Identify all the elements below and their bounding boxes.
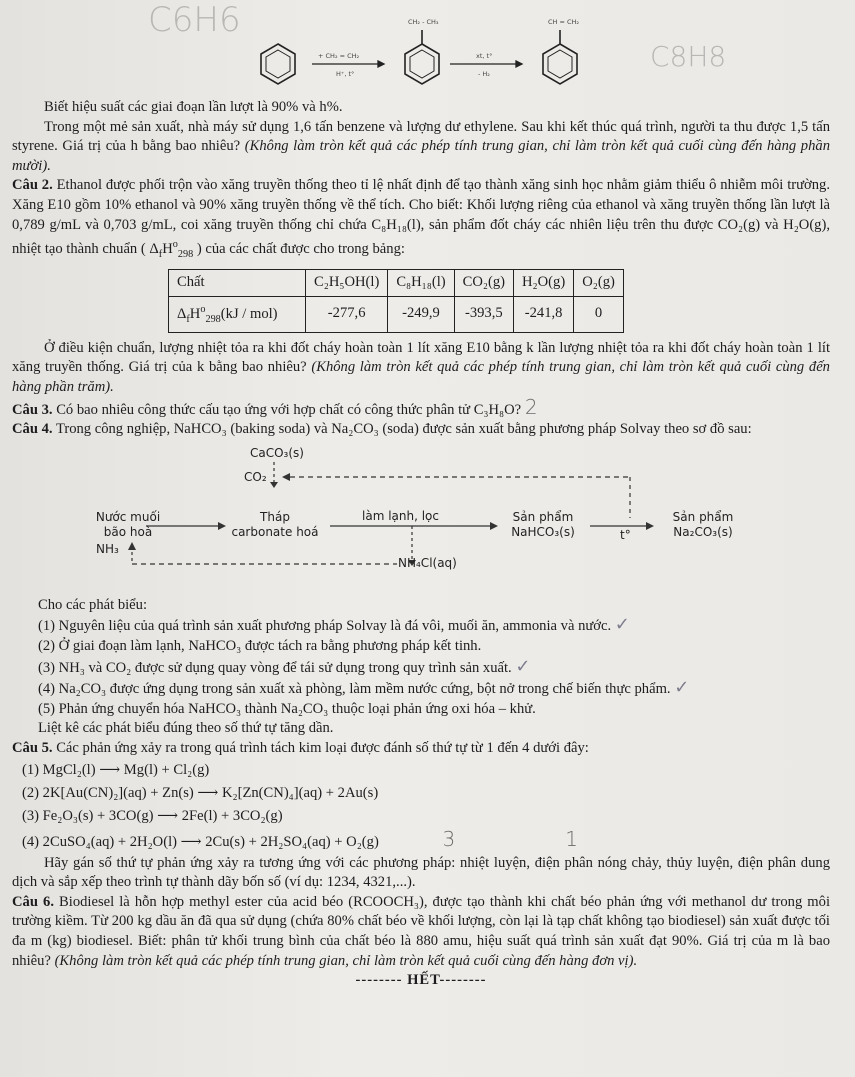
reaction-4-text: (4) 2CuSO₄(aq) + 2H₂O(l) ⟶ 2Cu(s) + 2H₂SO₄(aq) + O₂(g) [22, 833, 379, 850]
question-2-ask-text: Ở điều kiện chuẩn, lượng nhiệt tỏa ra khi đốt cháy hoàn toàn 1 lít xăng E10 bằng k lần lượng nhiệt tỏa ra khi đốt cháy hoàn toàn 1 lít xăng truyền thống. Giá trị của k bằng bao nhiêu? [12, 339, 830, 376]
table-value-cell: -249,9 [388, 296, 454, 332]
question-2-label: Câu 2. [12, 177, 53, 194]
statement-3-text: (3) NH₃ và CO₂ được sử dụng quay vòng để tái sử dụng trong quy trình sản xuất. [38, 659, 512, 676]
check-mark-icon: ✓ [674, 677, 690, 699]
reaction-2: (2) 2K[Au(CN)₂](aq) + Zn(s) ⟶ K₂[Zn(CN)₄](aq) + 2Au(s) [22, 784, 379, 801]
table-header-cell: C₂H₅OH(l) [306, 269, 388, 296]
arrow-step-2 [450, 61, 522, 67]
table-value-cell: -277,6 [306, 296, 388, 332]
row-label-unit: (kJ / mol) [220, 305, 278, 322]
arrow-step-1 [312, 61, 384, 67]
flow-tower-line2: carbonate hoá [231, 524, 319, 539]
question-6-text: Biodiesel là hỗn hợp methyl ester của acid béo (RCOOCH₃), được tạo thành khi chất béo phản ứng với methanol dư trong môi trường kiềm. Từ 200 kg dầu ăn đã qua sử dụng (chứa 80% chất béo về khối lượng, còn lại là tạp chất không tạo biodiesel) sản xuất được tối đa m (kg) biodiesel. Biết: phân tử khối trung bình của chất béo là 880 amu, hiệu suất quá trình sản xuất đạt 90%. Giá trị của m là bao nhiêu? [12, 893, 831, 969]
question-5-text: Các phản ứng xảy ra trong quá trình tách kim loại được đánh số thứ tự từ 1 đến 4 dưới đây: [56, 740, 589, 756]
reaction-3: (3) Fe₂O₃(s) + 3CO(g) ⟶ 2Fe(l) + 3CO₂(g) [22, 807, 283, 824]
statements-intro: Cho các phát biểu: [38, 596, 148, 613]
question-5-ask: Hãy gán số thứ tự phản ứng xảy ra tương ứng với các phương pháp: nhiệt luyện, điện phân nóng chảy, thủy luyện, điện phân dung dịch và sắp xếp theo trình tự thành dãy bốn số (ví dụ: 1234, 4321,...). [12, 854, 830, 891]
styrene-problem [12, 118, 830, 177]
statements-ask: Liệt kê các phát biểu đúng theo số thứ tự tăng dần. [38, 720, 334, 737]
question-2-text-end: ) của các chất được cho trong bảng: [196, 241, 405, 258]
step1-reagent: + CH₂ = CH₂ [318, 52, 360, 60]
vinyl-group: CH = CH₂ [548, 18, 580, 26]
question-2-text: Ethanol được phối trộn vào xăng truyền thống theo tỉ lệ nhất định để tạo thành xăng sinh học nhằm giảm thiểu ô nhiễm môi trường. Xăng E10 gồm 10% ethanol và 90% xăng truyền thống về thể tích. Cho biết: Khối lượng riêng của ethanol và xăng truyền thống lần lượt là 0,789 g/mL và 0,703 g/mL, coi xăng truyền thống chỉ chứa C₈H₁₈(l), sản phẩm đốt cháy các nhiên liệu trên thu được CO₂(g) và H₂O(g), nhiệt tạo thành chuẩn ( [12, 177, 830, 258]
benzene-structure [261, 44, 295, 84]
flow-product2-line2: Na₂CO₃(s) [673, 524, 733, 539]
step1-condition: H⁺, t° [336, 70, 355, 78]
flow-cooling-label: làm lạnh, lọc [362, 508, 439, 523]
check-mark-icon: ✓ [614, 614, 630, 636]
ethylbenzene-structure [405, 30, 439, 84]
flow-co2: CO₂ [244, 469, 267, 484]
table-value-cell: 0 [574, 296, 624, 332]
question-2-ask [12, 339, 830, 398]
statement-1 [38, 615, 830, 637]
question-5 [12, 739, 830, 759]
handwritten-mark-1: 1 [565, 826, 578, 851]
question-5-label: Câu 5. [12, 740, 53, 756]
flow-brine [88, 510, 168, 540]
flow-product1-line1: Sản phẩm [512, 509, 574, 524]
flow-heat-label: t° [620, 527, 631, 542]
table-value-cell: -393,5 [454, 296, 513, 332]
table-header-cell: CO₂(g) [454, 269, 513, 296]
question-3-label: Câu 3. [12, 401, 53, 418]
styrene-structure [543, 30, 577, 84]
question-4-text: Trong công nghiệp, NaHCO₃ (baking soda) và Na₂CO₃ (soda) được sản xuất bằng phương pháp Solvay theo sơ đồ sau: [55, 421, 752, 438]
reaction-list [22, 759, 830, 854]
flow-product-nahco3 [498, 510, 588, 540]
reaction-4 [22, 828, 830, 854]
enthalpy-header-row [169, 269, 624, 296]
flow-tower [220, 510, 330, 540]
question-6-label: Câu 6. [12, 893, 54, 910]
statement-4 [38, 678, 830, 700]
handwritten-mark-3: 3 [442, 826, 456, 851]
question-4-label: Câu 4. [12, 421, 53, 438]
flow-product-na2co3 [658, 510, 748, 540]
exam-body [12, 98, 830, 991]
question-6-rounding-note: (Không làm tròn kết quả các phép tính trung gian, chỉ làm tròn kết quả cuối cùng đến hàng đơn vị). [54, 952, 638, 969]
enthalpy-symbol: $\Delta_fH^o_{298}$ [149, 239, 194, 260]
solvay-flow-diagram [12, 442, 830, 592]
flow-product2-line1: Sản phẩm [672, 509, 734, 524]
question-6 [12, 893, 830, 971]
step2-condition: - H₂ [478, 70, 490, 78]
flow-product1-line2: NaHCO₃(s) [511, 524, 575, 539]
statement-5: (5) Phản ứng chuyển hóa NaHCO₃ thành Na₂CO₃ thuộc loại phản ứng oxi hóa – khử. [38, 700, 536, 717]
statement-3 [38, 657, 830, 679]
enthalpy-value-row [169, 296, 624, 332]
table-row-label: $\Delta_fH^o_{298}(kJ / mol)$ [169, 296, 306, 332]
question-2-rounding-note: (Không làm tròn kết quả các phép tính trung gian, chỉ làm tròn kết quả cuối cùng đến hàng phần trăm). [12, 359, 830, 396]
flow-nh3: NH₃ [96, 541, 119, 556]
handwritten-c6h6: C6H6 [148, 0, 241, 40]
handwritten-answer-3: 2 [524, 394, 538, 419]
flow-caco3: CaCO₃(s) [250, 445, 304, 460]
question-3-text: Có bao nhiêu công thức cấu tạo ứng với hợp chất có công thức phân tử C₃H₈O? [56, 401, 522, 418]
table-value-cell: -241,8 [514, 296, 574, 332]
reaction-1: (1) MgCl₂(l) ⟶ Mg(l) + Cl₂(g) [22, 761, 210, 778]
step2-catalyst: xt, t° [476, 52, 493, 60]
yield-statement: Biết hiệu suất các giai đoạn lần lượt là 90% và h%. [44, 99, 343, 115]
flow-tower-line1: Tháp [260, 509, 290, 524]
statement-2: (2) Ở giai đoạn làm lạnh, NaHCO₃ được tách ra bằng phương pháp kết tinh. [38, 638, 482, 655]
styrene-problem-text: Trong một mẻ sản xuất, nhà máy sử dụng 1,6 tấn benzene và lượng dư ethylene. Sau khi kết thúc quá trình, người ta thu được 1,5 tấn styrene. Giá trị của h bằng bao nhiêu? [12, 118, 830, 155]
table-header-cell: C₈H₁₈(l) [388, 269, 454, 296]
question-3 [12, 394, 830, 421]
flow-brine-line1: Nước muối [95, 509, 161, 524]
handwritten-c8h8: C8H8 [650, 40, 727, 73]
question-2 [12, 176, 830, 264]
styrene-synthesis-scheme [240, 6, 620, 98]
styrene-rounding-note: (Không làm tròn kết quả các phép tính trung gian, chỉ làm tròn kết quả cuối cùng đến hàng phần mười). [12, 138, 830, 174]
statement-4-text: (4) Na₂CO₃ được ứng dụng trong sản xuất xà phòng, làm mềm nước cứng, bột nở trong chế biến thực phẩm. [38, 681, 671, 698]
table-header-cell: O₂(g) [574, 269, 624, 296]
table-header-cell: H₂O(g) [514, 269, 574, 296]
flow-brine-line2: bão hoà [103, 524, 153, 539]
ethyl-group: CH₂ - CH₃ [408, 18, 439, 26]
enthalpy-table [168, 269, 624, 333]
question-4 [12, 420, 830, 440]
check-mark-icon: ✓ [515, 655, 531, 677]
table-header-cell: Chất [169, 269, 306, 296]
flow-nh4cl: NH₄Cl(aq) [398, 555, 457, 570]
statement-1-text: (1) Nguyên liệu của quá trình sản xuất phương pháp Solvay là đá vôi, muối ăn, ammonia và nước. [38, 618, 612, 635]
end-marker: -------- HẾT-------- [355, 972, 487, 989]
